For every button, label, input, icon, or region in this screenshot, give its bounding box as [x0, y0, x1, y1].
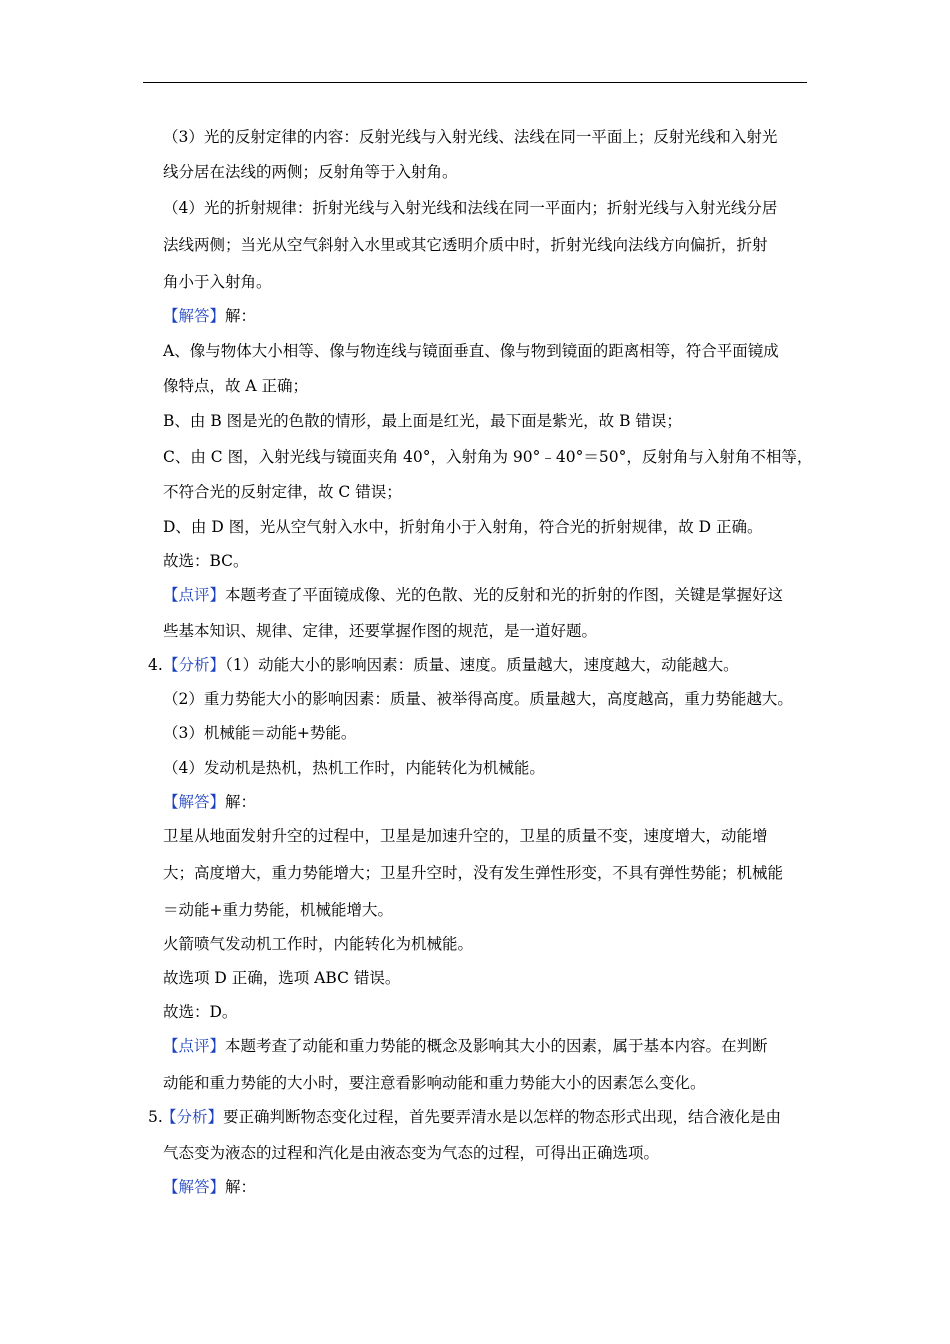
header-rule — [143, 82, 807, 83]
text-line: 卫星从地面发射升空的过程中，卫星是加速升空的，卫星的质量不变，速度增大，动能增 — [163, 827, 768, 845]
text-line: （3）机械能＝动能+势能。 — [163, 724, 357, 742]
text-line: 火箭喷气发动机工作时，内能转化为机械能。 — [163, 935, 474, 953]
answer-tag: 【解答】解： — [163, 307, 257, 325]
analysis-tag: 【分析】（1）动能大小的影响因素：质量、速度。质量越大，速度越大，动能越大。 — [163, 656, 739, 674]
answer-tag: 【解答】解： — [163, 1178, 257, 1196]
text-line: 气态变为液态的过程和汽化是由液态变为气态的过程，可得出正确选项。 — [163, 1144, 660, 1162]
text-line: A、像与物体大小相等、像与物连线与镜面垂直、像与物到镜面的距离相等，符合平面镜成 — [163, 342, 779, 360]
text-line: （4）发动机是热机，热机工作时，内能转化为机械能。 — [163, 759, 545, 777]
text-line: 故选项 D 正确，选项 ABC 错误。 — [163, 969, 401, 987]
text-line: （4）光的折射规律：折射光线与入射光线和法线在同一平面内；折射光线与入射光线分居 — [163, 199, 778, 217]
text-line: C、由 C 图，入射光线与镜面夹角 40°，入射角为 90°﹣40°＝50°，反射角与入射角不相等， — [163, 448, 813, 466]
comment-tag: 【点评】本题考查了动能和重力势能的概念及影响其大小的因素，属于基本内容。在判断 — [163, 1037, 768, 1055]
text-line: 线分居在法线的两侧；反射角等于入射角。 — [163, 163, 458, 181]
text-line: 像特点，故 A 正确； — [163, 377, 309, 395]
text-line: 法线两侧；当光从空气斜射入水里或其它透明介质中时，折射光线向法线方向偏折，折射 — [163, 236, 768, 254]
text-line: 动能和重力势能的大小时，要注意看影响动能和重力势能大小的因素怎么变化。 — [163, 1074, 706, 1092]
text-line: B、由 B 图是光的色散的情形，最上面是红光，最下面是紫光，故 B 错误； — [163, 412, 682, 430]
answer-tag: 【解答】解： — [163, 793, 257, 811]
text-line: D、由 D 图，光从空气射入水中，折射角小于入射角，符合光的折射规律，故 D 正确。 — [163, 518, 763, 536]
question-number: 4. — [148, 656, 163, 674]
text-line: （2）重力势能大小的影响因素：质量、被举得高度。质量越大，高度越高，重力势能越大。 — [163, 690, 793, 708]
analysis-tag: 【分析】要正确判断物态变化过程，首先要弄清水是以怎样的物态形式出现，结合液化是由 — [161, 1108, 782, 1126]
text-line: 角小于入射角。 — [163, 273, 272, 291]
question-number: 5. — [148, 1108, 163, 1126]
text-line: ＝动能+重力势能，机械能增大。 — [163, 901, 393, 919]
text-line: 大；高度增大，重力势能增大；卫星升空时，没有发生弹性形变，不具有弹性势能；机械能 — [163, 864, 784, 882]
text-line: 些基本知识、规律、定律，还要掌握作图的规范，是一道好题。 — [163, 622, 598, 640]
text-line: 故选：D。 — [163, 1003, 238, 1021]
text-line: 不符合光的反射定律，故 C 错误； — [163, 483, 402, 501]
text-line: （3）光的反射定律的内容：反射光线与入射光线、法线在同一平面上；反射光线和入射光 — [163, 128, 778, 146]
text-line: 故选：BC。 — [163, 552, 249, 570]
comment-tag: 【点评】本题考查了平面镜成像、光的色散、光的反射和光的折射的作图，关键是掌握好这 — [163, 586, 784, 604]
